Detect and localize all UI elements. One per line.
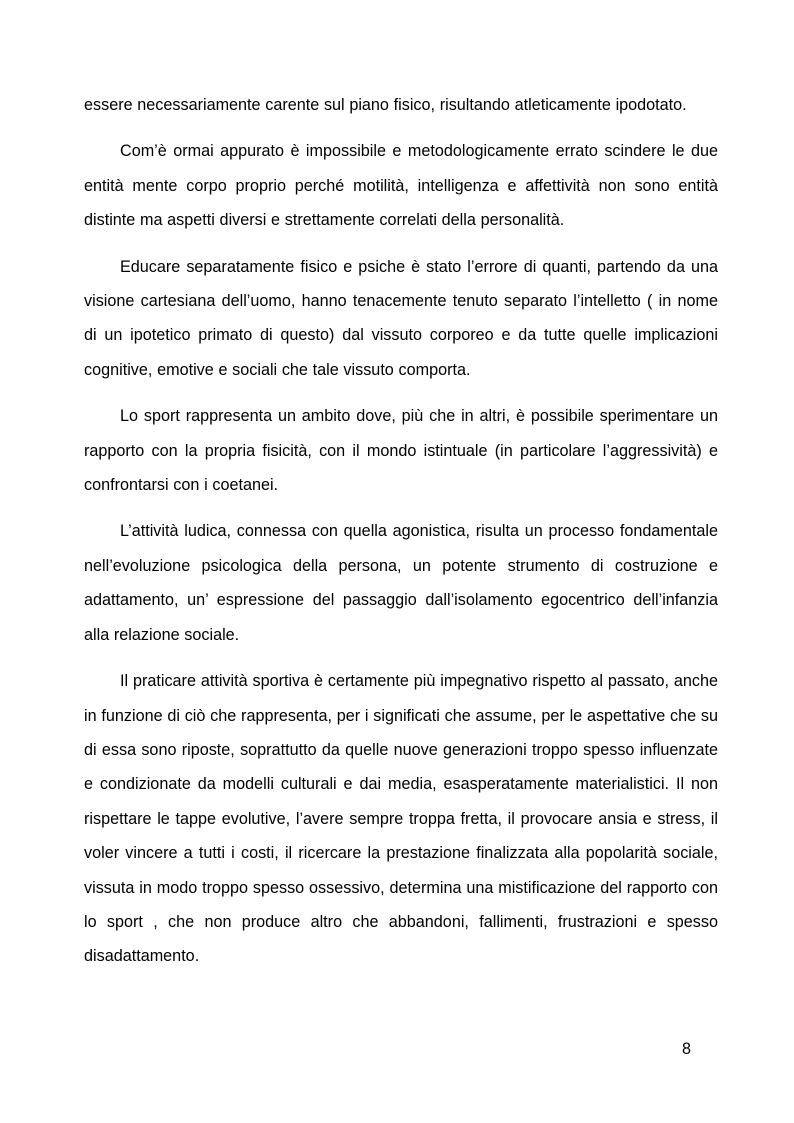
paragraph-6: Il praticare attività sportiva è certamente più impegnativo rispetto al passato, anche in funzione di ciò che rappresenta, per i significati che assume, per le aspettative che su di essa sono riposte, soprattutto da quelle nuove generazioni troppo spesso influenzate e condizionate da modelli culturali e dai media, esasperatamente materialistici. Il non rispettare le tappe evolutive, l’avere sempre troppa fretta, il provocare ansia e stress, il voler vincere a tutti i costi, il ricercare la prestazione finalizzata alla popolarità sociale, vissuta in modo troppo spesso ossessivo, determina una mistificazione del rapporto con lo sport , che non produce altro che abbandoni, fallimenti, frustrazioni e spesso disadattamento. [84, 672, 718, 966]
paragraph-1: essere necessariamente carente sul piano fisico, risultando atleticamente ipodotato. [84, 96, 687, 114]
paragraph-4: Lo sport rappresenta un ambito dove, più che in altri, è possibile sperimentare un rapporto con la propria fisicità, con il mondo istintuale (in particolare l’aggressività) e confrontarsi con i coetanei. [84, 407, 718, 495]
paragraph-3: Educare separatamente fisico e psiche è stato l’errore di quanti, partendo da una visione cartesiana dell’uomo, hanno tenacemente tenuto separato l’intelletto ( in nome di un ipotetico primato di questo) dal vissuto corporeo e da tutte quelle implicazioni cognitive, emotive e sociali che tale vissuto comporta. [84, 257, 718, 379]
body-text [84, 88, 718, 974]
paragraph-2: Com’è ormai appurato è impossibile e metodologicamente errato scindere le due entità mente corpo proprio perché motilità, intelligenza e affettività non sono entità distinte ma aspetti diversi e strettamente correlati della personalità. [84, 142, 718, 230]
paragraph-5: L’attività ludica, connessa con quella agonistica, risulta un processo fondamentale nell’evoluzione psicologica della persona, un potente strumento di costruzione e adattamento, un’ espressione del passaggio dall’isolamento egocentrico dell’infanzia alla relazione sociale. [84, 522, 718, 644]
page-number: 8 [682, 1040, 692, 1058]
